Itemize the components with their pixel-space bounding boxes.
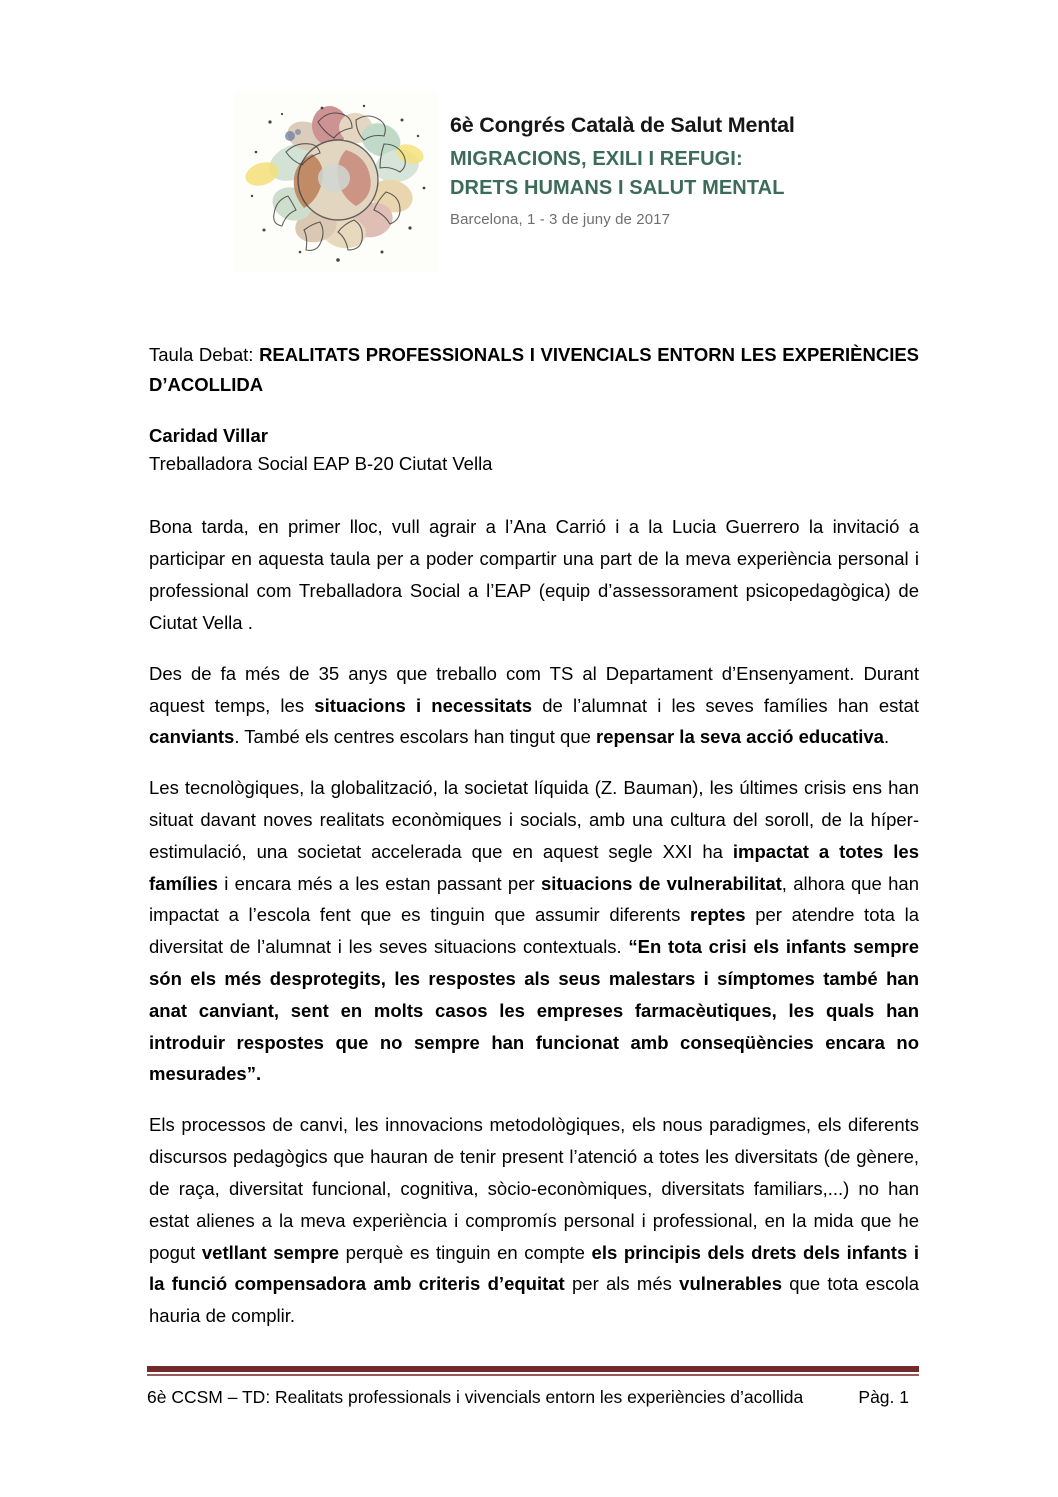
emphasis-run: situacions i necessitats — [314, 694, 533, 716]
page-footer — [147, 1366, 919, 1408]
congress-banner — [234, 92, 834, 282]
footer-document-reference: 6è CCSM – TD: Realitats professionals i vivencials entorn les experiències d’acollida — [147, 1387, 804, 1407]
title-strong: REALITATS PROFESSIONALS I VIVENCIALS ENTORN LES EXPERIÈNCIES D’ACOLLIDA — [149, 344, 920, 395]
text-run: per atendre tota la diversitat de l’alumnat i les seves situacions contextuals. — [149, 904, 919, 958]
emphasis-run: situacions de vulnerabilitat — [540, 872, 782, 894]
emphasis-run: “En tota crisi els infants sempre són els més desprotegits, les respostes als seus malestars i símptomes també han anat canviant, sent en molts casos les empreses farmacèutiques, les quals han introduir respostes que no sempre han funcionat amb conseqüències encara no mesurades”. — [149, 936, 919, 1085]
text-run: Les tecnològiques, la globalització, la societat líquida (Z. Bauman), les últimes crisis ens han situat davant noves realitats econòmiques i socials, amb una cultura del soroll, de la híper-estimulació, una societat accelerada que en aquest segle XXI ha — [149, 777, 919, 862]
emphasis-run: reptes — [690, 904, 746, 926]
congress-theme-line-1: MIGRACIONS, EXILI I REFUGI: — [450, 147, 743, 170]
text-run: perquè es tinguin en compte — [339, 1241, 592, 1263]
watercolor-globe-icon — [234, 92, 438, 272]
emphasis-run: els principis dels drets dels infants i la funció compensadora amb criteris d’equitat — [149, 1241, 919, 1295]
congress-name: 6è Congrés Català de Salut Mental — [450, 113, 795, 137]
text-run: i encara més a les estan passant per — [217, 872, 541, 894]
emphasis-run: canviants — [149, 726, 235, 748]
author-name: Caridad Villar — [149, 424, 268, 446]
text-run: . També els centres escolars han tingut que — [234, 726, 597, 748]
document-body — [149, 340, 919, 1351]
emphasis-run: repensar la seva acció educativa — [596, 726, 884, 748]
page-number: Pàg. 1 — [858, 1387, 909, 1407]
congress-theme-line-2: DRETS HUMANS I SALUT MENTAL — [450, 176, 785, 199]
text-run: que tota escola hauria de complir. — [149, 1273, 920, 1327]
text-run: per als més — [564, 1273, 680, 1295]
congress-banner-text — [438, 92, 834, 228]
footer-row — [147, 1387, 919, 1408]
emphasis-run: vetllant sempre — [201, 1241, 340, 1263]
paragraph-list — [149, 511, 919, 1332]
author-role: Treballadora Social EAP B-20 Ciutat Vella — [149, 452, 493, 474]
para-3 — [149, 772, 919, 1090]
page-title — [149, 340, 919, 400]
congress-date-location: Barcelona, 1 - 3 de juny de 2017 — [450, 210, 671, 228]
para-2 — [149, 658, 919, 753]
footer-rule-thin — [147, 1374, 919, 1376]
title-lead: Taula Debat: — [149, 344, 260, 365]
text-run: Bona tarda, en primer lloc, vull agrair a l’Ana Carrió i a la Lucia Guerrero la invitació a participar en aquesta taula per a poder compartir una part de la meva experiència personal i professional com Treballadora Social a l’EAP (equip d’assessorament psicopedagògica) de Ciutat Vella . — [149, 516, 919, 633]
text-run: . — [883, 726, 890, 748]
emphasis-run: impactat a totes les famílies — [149, 840, 919, 894]
congress-logo-image — [234, 92, 438, 272]
para-4 — [149, 1109, 919, 1332]
text-run: , alhora que han impactat a l’escola fent que es tinguin que assumir diferents — [149, 872, 919, 926]
para-1 — [149, 511, 919, 638]
text-run: de l’alumnat i les seves famílies han estat — [532, 694, 919, 716]
emphasis-run: vulnerables — [679, 1273, 782, 1295]
text-run: Des de fa més de 35 anys que treballo com TS al Departament d’Ensenyament. Durant aquest temps, les — [149, 662, 919, 716]
text-run: Els processos de canvi, les innovacions metodològiques, els nous paradigmes, els diferents discursos pedagògics que hauran de tenir present l’atenció a totes les diversitats (de gènere, de raça, diversitat funcional, cognitiva, sòcio-econòmiques, diversitats familiars,...) no han estat alienes a la meva experiència i compromís personal i professional, en la mida que he pogut — [149, 1114, 919, 1263]
